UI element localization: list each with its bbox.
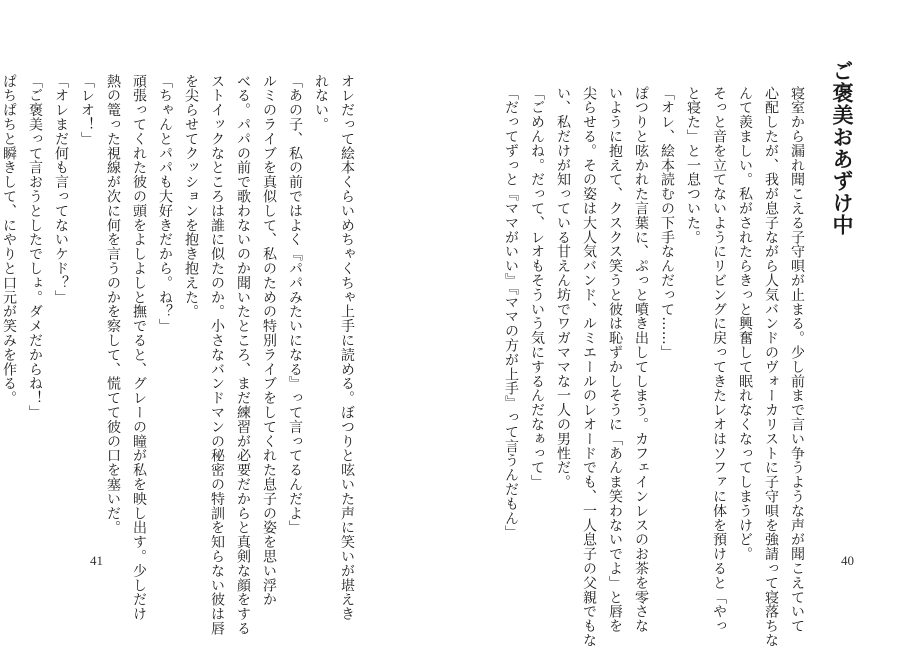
text-line: ぱちぱちと瞬きして、にやりと口元が笑みを作る。 [1,74,17,406]
text-line: そっと音を立てないようにリビングに戻ってきたレオはソファに体を預けると「やっ [711,86,727,634]
text-line: 「ごめんね。だって、レオもそういう気にするんだなぁって」 [529,86,545,490]
right-page-text [498,86,810,648]
text-line: 頑張ってくれた彼の頭をよしよしと撫でると、グレーの瞳が私を映し出す。少しだけ [131,74,147,622]
text-line: 「ご褒美って言おうとしたでしょ。ダメだからね！」 [27,74,43,420]
chapter-title: ご褒美おあずけ中 [830,60,854,236]
text-line: ぽつりと呟かれた言葉に、ぷっと噴き出してしまう。カフェインレスのお茶を零さな [633,86,649,634]
text-line: 「オレ、絵本読むの下手なんだって……」 [659,86,675,360]
text-line: 尖らせる。その姿は大人気バンド、ルミエールのレオードでも、一人息子の父親でもな [581,86,597,648]
text-line: 「あの子、私の前ではよく『パパみたいになる』って言ってるんだよ」 [287,74,303,535]
text-line: れない。 [313,74,329,132]
text-line: 「だってずっと『ママがいい』『ママの方が上手』って言うんだもん」 [503,86,519,540]
left-page [0,0,450,636]
text-line: 心配したが、我が息子ながら人気バンドのヴォーカリストに子守唄を強請って寝落ちな [763,86,779,648]
text-line: べる。パパの前で歌わないのか聞いたところ、まだ練習が必要だからと真剣な顔をする [235,74,251,636]
text-line: いように抱えて、クスクス笑うと彼は恥ずかしそうに「あんま笑わないでよ」と唇を [607,86,623,634]
text-line: 寝室から漏れ聞こえる子守唄が止まる。少し前まで言い争うような声が聞こえていて [789,86,805,634]
text-line: ルミのライブを真似して、私のための特別ライブをしてくれた息子の姿を思い浮か [261,74,277,607]
text-line: 熱の篭った視線が次に何を言うのかを察して、慌てて彼の口を塞いだ。 [105,74,121,535]
page-number-right: 40 [841,553,854,568]
text-line: んて羨ましい。私がされたらきっと興奮して眠れなくなってしまうけど。 [737,86,753,562]
page-number-left: 41 [90,553,103,568]
text-line: と寝た」と一息ついた。 [685,86,701,245]
text-line: 「ちゃんとパパも大好きだから。ね？」 [157,74,173,334]
text-line: ストイックなところは誰に似たのか。小さなバンドマンの秘密の特訓を知らない彼は唇 [209,74,225,636]
text-line: オレだって絵本くらいめちゃくちゃ上手に読める。ぼつりと呟いた声に笑いが堪えき [339,74,355,622]
text-line: を尖らせてクッションを抱き抱えた。 [183,74,199,319]
text-line: 「オレまだ何も言ってないケド？」 [53,74,69,305]
text-line: い、私だけが知っている甘えん坊でワガママな一人の男性だ。 [555,86,571,490]
text-line: 「レオ！」 [79,74,95,146]
right-page [450,0,900,648]
